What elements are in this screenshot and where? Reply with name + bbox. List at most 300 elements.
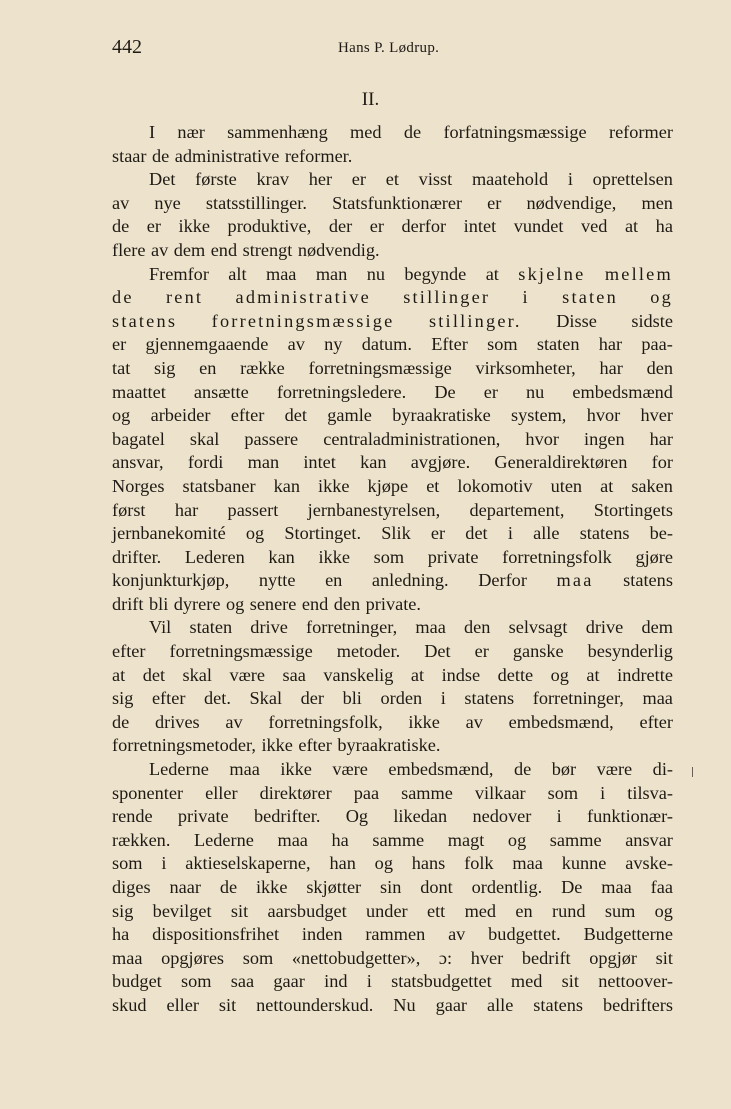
word: Efter: [431, 334, 468, 355]
word: i: [556, 806, 562, 827]
text-line: [112, 121, 673, 145]
word: en: [515, 900, 533, 921]
word: sit: [655, 947, 673, 968]
word: maa: [229, 759, 260, 780]
word: alt: [228, 263, 247, 284]
word: efter: [112, 641, 146, 662]
word: er: [112, 334, 127, 355]
word: virksomheter,: [475, 357, 576, 378]
word: forfatningsmæssige: [443, 122, 587, 142]
word: under: [366, 900, 408, 921]
word: hver: [470, 947, 504, 968]
word: nedover: [472, 806, 532, 827]
word: eller: [205, 782, 238, 803]
word: administrative: [174, 145, 280, 166]
word: private: [427, 546, 479, 567]
word: maa: [512, 853, 543, 874]
word: gjøre: [635, 546, 673, 567]
word: er: [351, 169, 366, 190]
word: ɔ:: [438, 947, 453, 968]
text-line: [112, 522, 673, 546]
word: Stortinget.: [284, 523, 362, 544]
word: Vil: [149, 617, 172, 638]
word: diges: [112, 877, 151, 897]
word: rent: [165, 287, 204, 308]
text-line: [112, 782, 673, 806]
word: staten: [536, 334, 580, 355]
word: ikke: [408, 711, 440, 732]
word: Fremfor: [149, 263, 209, 284]
word: i: [440, 688, 446, 709]
word: drive: [250, 617, 288, 638]
word: i: [522, 287, 530, 308]
word: maa: [112, 947, 143, 968]
word: og: [245, 523, 265, 544]
word: anledning.: [371, 570, 449, 591]
word: som: [112, 853, 143, 874]
word: byraakratiske: [392, 405, 491, 426]
word: efter: [298, 735, 332, 756]
word: dont: [420, 877, 453, 897]
text-line: [112, 215, 673, 239]
word: ansvar,: [112, 452, 164, 473]
word: at: [112, 664, 126, 685]
word: sig: [112, 900, 134, 921]
word: «nettobudgetter»,: [291, 947, 421, 968]
word: Og: [345, 806, 369, 827]
word: i: [366, 971, 372, 992]
word: sin: [380, 877, 402, 897]
word: staar: [112, 145, 147, 166]
word: magt: [447, 829, 485, 850]
word: har: [649, 428, 673, 449]
word: fordi: [187, 452, 224, 473]
word: drifter.: [112, 546, 162, 567]
word: opgjør: [589, 947, 637, 968]
word: sidste: [631, 310, 673, 331]
word: hver: [640, 405, 673, 426]
word: forretninger,: [306, 617, 398, 638]
word: kunne: [561, 853, 607, 874]
word: en: [199, 357, 217, 378]
text-line: [112, 569, 673, 593]
word: sig: [112, 688, 134, 709]
word: drive: [585, 617, 624, 638]
text-line: [112, 428, 673, 452]
word: ha: [112, 924, 130, 945]
word: De: [561, 877, 583, 897]
text-line: [112, 616, 673, 640]
word: gaar: [273, 971, 305, 992]
word: bedrift: [521, 947, 571, 968]
word: maatehold: [471, 169, 549, 190]
word: naar: [169, 877, 201, 897]
word: og: [654, 900, 673, 921]
text-line: [112, 711, 673, 735]
word: de: [152, 145, 170, 166]
word: gamle: [327, 405, 372, 426]
word: ansætte: [193, 381, 249, 402]
word: et: [385, 169, 399, 190]
text-line: [112, 852, 673, 876]
word: staten: [189, 617, 233, 638]
word: indrette: [617, 664, 673, 685]
word: og: [225, 593, 245, 614]
text-line: [112, 947, 673, 971]
word: de: [403, 122, 422, 142]
word: der: [328, 216, 353, 237]
word: nu: [366, 263, 385, 284]
word: maa: [265, 263, 297, 284]
word: aktieselskaperne,: [185, 853, 311, 874]
word: system,: [511, 405, 567, 426]
word: mellem: [604, 263, 673, 284]
word: rækken.: [112, 829, 171, 850]
word: i: [507, 523, 513, 544]
text-line: [112, 310, 673, 334]
word: maa: [556, 570, 594, 591]
word: funktionær-: [586, 806, 673, 827]
word: Stortingets: [593, 499, 673, 520]
word: samme: [372, 829, 425, 850]
word: i: [161, 853, 167, 874]
text-line: [112, 593, 673, 617]
word: har: [174, 499, 199, 520]
word: forretningsmæssige: [211, 310, 395, 331]
text-line: [112, 333, 673, 357]
word: at: [586, 664, 600, 685]
word: private: [177, 806, 229, 827]
word: tilsva-: [627, 782, 673, 803]
text-line: [112, 499, 673, 523]
word: og: [374, 853, 393, 874]
word: og: [507, 829, 527, 850]
word: den: [333, 593, 361, 614]
word: først: [112, 499, 146, 520]
word: faa: [650, 877, 673, 897]
word: passere: [244, 428, 299, 449]
word: de: [112, 711, 130, 732]
word: og: [112, 405, 131, 426]
text-line: [112, 475, 673, 499]
word: end: [301, 593, 329, 614]
word: som: [181, 971, 212, 992]
word: maa: [415, 617, 446, 638]
word: for: [651, 452, 673, 473]
text-line: [112, 640, 673, 664]
word: forretninger,: [532, 688, 624, 709]
word: forretningsmetoder,: [112, 735, 256, 756]
word: statens: [533, 994, 584, 1015]
word: Budgetterne: [583, 924, 673, 945]
word: ikke: [255, 877, 288, 897]
text-line: [112, 145, 673, 169]
word: avske-: [625, 853, 673, 874]
word: saa: [282, 664, 306, 685]
word: som: [487, 334, 518, 355]
text-line: [112, 546, 673, 570]
text-line: [112, 381, 673, 405]
word: er: [369, 216, 384, 237]
word: Derfor: [478, 570, 527, 591]
text-line: [112, 876, 673, 900]
word: dette: [497, 664, 534, 685]
word: bagatel: [112, 428, 165, 449]
text-line: [112, 829, 673, 853]
word: av: [287, 334, 305, 355]
word: statens: [112, 310, 178, 331]
word: nødvendig.: [297, 239, 380, 260]
word: statens: [579, 523, 630, 544]
word: produktive,: [227, 216, 312, 237]
text-line: [112, 805, 673, 829]
word: departement,: [469, 499, 565, 520]
word: men: [641, 192, 673, 213]
word: man: [247, 452, 280, 473]
word: det.: [204, 688, 231, 709]
section-heading: II.: [361, 89, 380, 110]
word: gaar: [435, 994, 468, 1015]
word: den: [464, 617, 491, 638]
word: I: [149, 122, 156, 142]
text-line: [112, 192, 673, 216]
word: bli: [148, 593, 169, 614]
text-line: [112, 970, 673, 994]
word: sit: [230, 900, 249, 921]
word: forretningsfolk,: [268, 711, 383, 732]
word: sit: [561, 971, 579, 992]
word: bedrifters: [602, 994, 673, 1015]
word: har: [599, 357, 623, 378]
word: folk: [464, 853, 494, 874]
word: Lederen: [184, 546, 245, 567]
word: orden: [380, 688, 423, 709]
word: vanskelig: [323, 664, 394, 685]
word: ett: [426, 900, 446, 921]
word: han: [329, 853, 356, 874]
word: jernbanekomité: [112, 523, 226, 544]
word: dem: [641, 617, 673, 638]
word: at: [624, 216, 639, 237]
word: end: [210, 239, 238, 260]
word: efter: [639, 711, 673, 732]
word: er: [430, 523, 446, 544]
word: det: [284, 405, 307, 426]
word: række: [240, 357, 285, 378]
word: bedrifter.: [253, 806, 321, 827]
word: Disse: [556, 310, 597, 331]
text-line: [112, 451, 673, 475]
word: sponenter: [112, 782, 184, 803]
word: lokomotiv: [457, 475, 533, 496]
word: centraladministrationen,: [323, 428, 501, 449]
word: reformer.: [284, 145, 353, 166]
text-line: [112, 263, 673, 287]
word: besynderlig: [587, 641, 673, 662]
word: og: [650, 287, 673, 308]
word: har: [598, 334, 623, 355]
word: av: [112, 192, 130, 213]
word: bevilget: [152, 900, 212, 921]
word: hvor: [525, 428, 559, 449]
word: som: [373, 546, 405, 567]
word: rund: [551, 900, 586, 921]
word: ingen: [583, 428, 625, 449]
word: arbeider: [150, 405, 211, 426]
word: skud: [112, 994, 147, 1015]
text-line: [112, 994, 673, 1018]
word: ikke: [318, 475, 350, 496]
word: samme: [549, 829, 602, 850]
word: intet: [303, 452, 336, 473]
word: være: [229, 664, 265, 685]
word: ha: [655, 216, 673, 237]
word: statsbudgettet: [391, 971, 492, 992]
word: statsbaner: [182, 475, 256, 496]
word: i: [567, 169, 573, 190]
word: selvsagt: [508, 617, 568, 638]
word: embedsmænd,: [388, 759, 494, 780]
running-title: Hans P. Lødrup.: [338, 40, 440, 56]
word: sig: [154, 357, 176, 378]
word: at: [485, 263, 499, 284]
word: kan: [268, 546, 295, 567]
word: en: [325, 570, 343, 591]
word: nødvendige,: [526, 192, 617, 213]
word: opgjøres: [161, 947, 225, 968]
word: skal: [189, 428, 220, 449]
word: samme: [401, 782, 453, 803]
word: forretningsmæssige: [169, 641, 313, 662]
word: saa: [230, 971, 255, 992]
word: Skal: [249, 688, 283, 709]
word: med: [464, 900, 497, 921]
word: alle: [533, 523, 560, 544]
word: statens: [623, 570, 673, 591]
word: at: [410, 664, 425, 685]
text-line: [112, 404, 673, 428]
word: likedan: [393, 806, 448, 827]
margin-mark: [692, 767, 693, 777]
word: Det: [424, 641, 451, 662]
word: sammenhæng: [227, 122, 328, 142]
word: som: [242, 947, 274, 968]
text-line: [112, 286, 673, 310]
word: Slik: [381, 523, 411, 544]
text-line: [112, 900, 673, 924]
word: dem: [173, 239, 206, 260]
word: aarsbudget: [267, 900, 347, 921]
word: paa: [353, 782, 380, 803]
text-line: [112, 734, 673, 758]
word: som: [547, 782, 579, 803]
word: et: [426, 475, 440, 496]
word: de: [219, 877, 238, 897]
word: intet: [463, 216, 497, 237]
word: konjunkturkjøp,: [112, 570, 230, 591]
word: nettoover-: [598, 971, 673, 992]
word: De: [434, 381, 456, 402]
word: den: [646, 357, 673, 378]
word: ved: [581, 216, 608, 237]
word: ikke: [261, 735, 293, 756]
word: er: [483, 381, 498, 402]
word: direktører: [259, 782, 332, 803]
word: nye: [154, 192, 181, 213]
word: med: [510, 971, 543, 992]
word: være: [332, 759, 368, 780]
word: av: [465, 711, 483, 732]
word: drives: [155, 711, 200, 732]
page-number: 442: [112, 36, 142, 58]
word: sit: [218, 994, 237, 1015]
word: paa-: [641, 334, 673, 355]
word: ganske: [512, 641, 564, 662]
word: gjennemgaaende: [145, 334, 269, 355]
word: strengt: [242, 239, 293, 260]
word: i: [600, 782, 606, 803]
word: eller: [166, 994, 199, 1015]
word: inden: [301, 924, 343, 945]
word: sum: [604, 900, 636, 921]
word: ansvar: [625, 829, 673, 850]
word: byraakratiske.: [337, 735, 441, 756]
text-line: [112, 168, 673, 192]
word: skal: [182, 664, 212, 685]
word: maa: [642, 688, 673, 709]
word: di-: [652, 759, 673, 780]
word: her: [308, 169, 333, 190]
word: forretningsmæssige: [308, 357, 452, 378]
word: statsstillinger.: [205, 192, 307, 213]
word: Generaldirektøren: [494, 452, 628, 473]
word: alle: [486, 994, 514, 1015]
word: nytte: [258, 570, 296, 591]
text-line: [112, 239, 673, 263]
word: at: [600, 475, 614, 496]
word: bør: [551, 759, 577, 780]
word: forretningsfolk: [502, 546, 612, 567]
word: være: [596, 759, 633, 780]
word: nu: [526, 381, 545, 402]
word: dispositionsfrihet: [152, 924, 280, 945]
word: av: [448, 924, 466, 945]
word: administrative: [235, 287, 371, 308]
word: ikke: [318, 546, 350, 567]
word: be-: [649, 523, 673, 544]
word: kjøpe: [367, 475, 409, 496]
word: ind: [324, 971, 348, 992]
word: Det: [149, 169, 176, 190]
word: efter: [230, 405, 265, 426]
word: flere: [112, 239, 146, 260]
word: begynde: [404, 263, 467, 284]
word: bli: [342, 688, 362, 709]
word: budget: [112, 971, 162, 992]
word: reformer: [608, 122, 673, 142]
word: uten: [550, 475, 583, 496]
word: er: [487, 192, 502, 213]
running-head: [112, 34, 673, 62]
word: skjøtter: [306, 877, 362, 897]
word: rammen: [365, 924, 426, 945]
word: Lederne: [193, 829, 254, 850]
word: indse: [441, 664, 481, 685]
word: avgjøre.: [410, 452, 471, 473]
word: senere: [249, 593, 297, 614]
word: stillinger.: [428, 310, 522, 331]
word: ny: [324, 334, 343, 355]
